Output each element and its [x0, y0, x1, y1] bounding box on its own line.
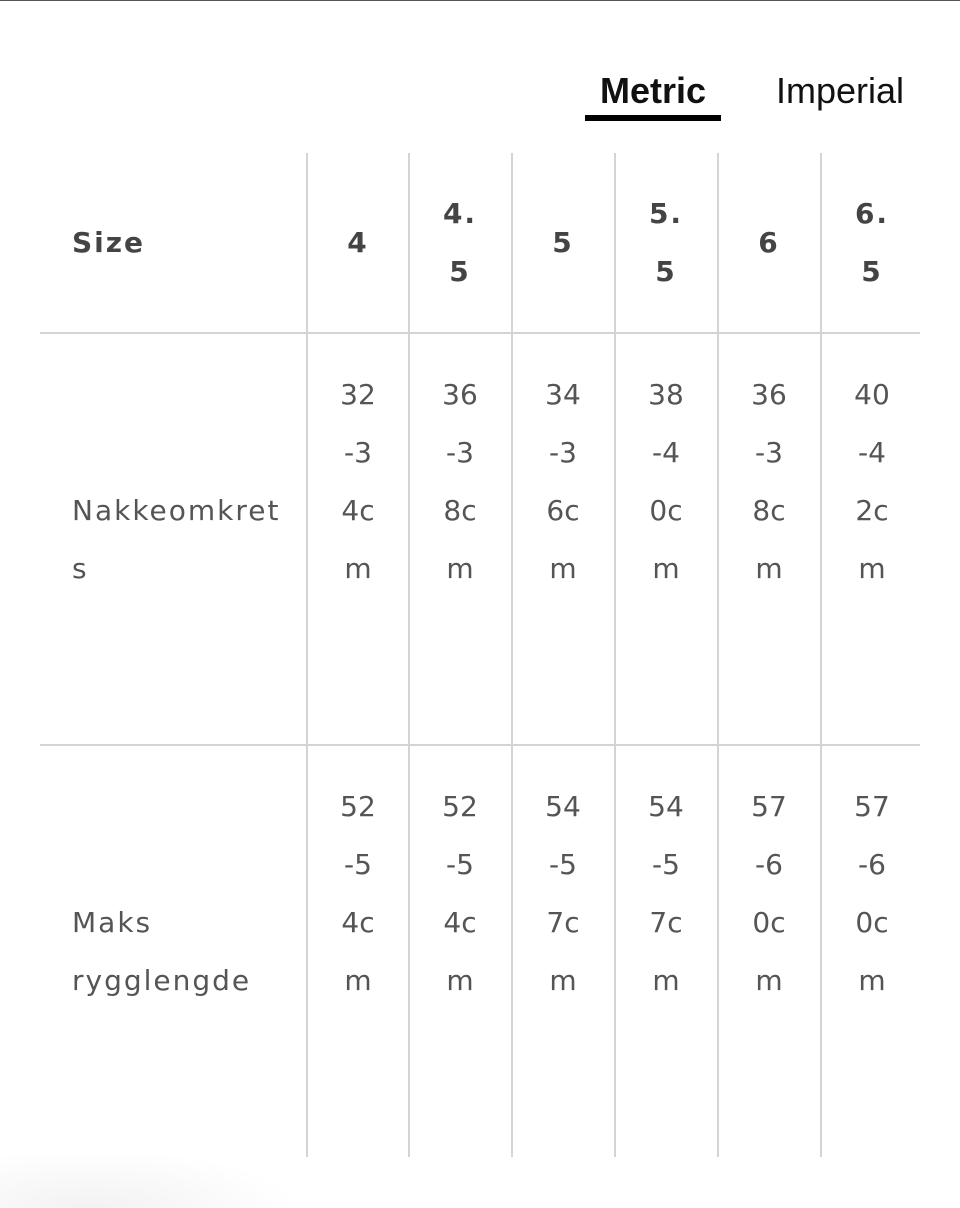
- table-cell: 40-42cm: [854, 378, 890, 585]
- table-cell: 57-60cm: [854, 790, 890, 997]
- table-cell: 57-60cm: [751, 790, 787, 997]
- table-cell: 52-54cm: [340, 790, 376, 997]
- table-cell: 34-36cm: [545, 378, 581, 585]
- size-header-cell: 4.5: [442, 197, 478, 288]
- size-header-cell: 5.5: [648, 197, 684, 288]
- size-header-cell: 5: [552, 226, 574, 259]
- active-tab-indicator: [585, 115, 721, 121]
- unit-toggle: [0, 0, 960, 125]
- header-row-divider: [40, 332, 920, 334]
- tab-imperial[interactable]: Imperial: [775, 70, 905, 111]
- table-cell: 36-38cm: [751, 378, 787, 585]
- size-header-label: Size: [72, 226, 146, 259]
- size-chart-table: [40, 153, 920, 1157]
- bottom-shadow: [0, 1148, 300, 1208]
- table-cell: 36-38cm: [442, 378, 478, 585]
- row-divider: [40, 744, 920, 746]
- size-header-cell: 6: [758, 226, 780, 259]
- size-header-cell: 4: [347, 226, 369, 259]
- row-label-nakkeomkrets: Nakkeomkrets: [72, 494, 281, 585]
- tab-metric[interactable]: Metric: [599, 70, 707, 111]
- table-cell: 54-57cm: [648, 790, 684, 997]
- row-label-maks-rygglengde: Maks rygglengde: [72, 906, 252, 997]
- table-cell: 54-57cm: [545, 790, 581, 997]
- table-cell: 52-54cm: [442, 790, 478, 997]
- size-header-cell: 6.5: [854, 197, 890, 288]
- table-cell: 32-34cm: [340, 378, 376, 585]
- table-cell: 38-40cm: [648, 378, 684, 585]
